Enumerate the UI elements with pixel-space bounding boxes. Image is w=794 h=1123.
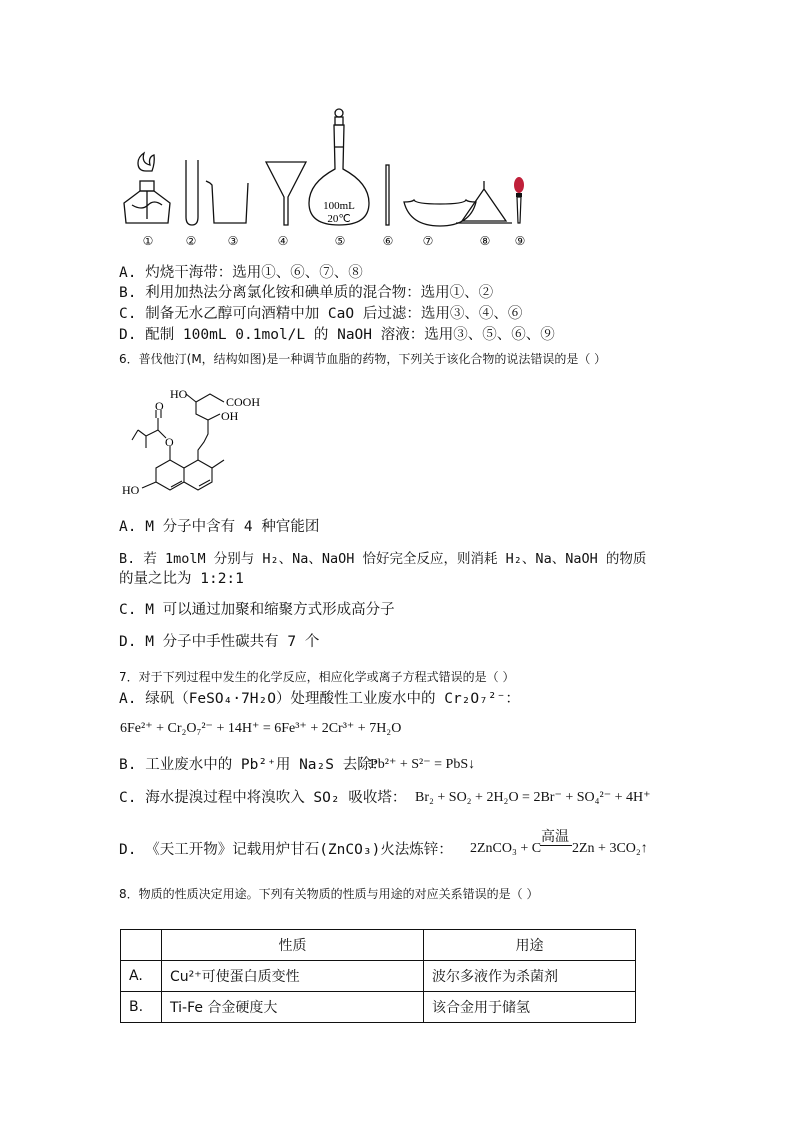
q7-option-d: D. 《天工开物》记载用炉甘石(ZnCO₃)火法炼锌： — [119, 842, 453, 858]
table-header-cell: 用途 — [424, 930, 636, 961]
table-cell: Cu²⁺可使蛋白质变性 — [162, 961, 424, 992]
oh-label: OH — [221, 409, 239, 423]
q5-option-d: D. 配制 100mL 0.1mol/L 的 NaOH 溶液：选用③、⑤、⑥、⑨ — [119, 327, 555, 343]
flask-text-temp: 20℃ — [327, 213, 351, 225]
flask-text-volume: 100mL — [323, 200, 355, 212]
apparatus-label-8: ⑧ — [479, 234, 491, 248]
q5-option-a: A. 灼烧干海带：选用①、⑥、⑦、⑧ — [119, 265, 363, 281]
funnel-icon — [266, 162, 306, 225]
apparatus-label-1: ① — [142, 234, 154, 248]
table-header-row — [121, 930, 636, 961]
table-header-cell: 性质 — [162, 930, 424, 961]
evaporating-dish-icon — [404, 200, 476, 226]
apparatus-label-5: ⑤ — [334, 234, 346, 248]
q7-stem: 7．对于下列过程中发生的化学反应，相应化学或离子方程式错误的是（ ） — [119, 670, 515, 684]
q6-stem: 6．普伐他汀(M，结构如图)是一种调节血脂的药物，下列关于该化合物的说法错误的是（ ） — [119, 352, 607, 366]
cooh-label: COOH — [226, 395, 261, 409]
q6-option-d: D. M 分子中手性碳共有 7 个 — [119, 634, 320, 650]
q6-option-b-line1: B. 若 1molM 分别与 H₂、Na、NaOH 恰好完全反应，则消耗 H₂、Na、NaOH 的物质 — [119, 551, 647, 567]
table-row — [121, 961, 636, 992]
q7-equation-a: 6Fe²⁺ + Cr₂O₇²⁻ + 14H⁺ = 6Fe³⁺ + 2Cr³⁺ + 7H₂O — [120, 721, 402, 736]
table-cell: Ti-Fe 合金硬度大 — [162, 992, 424, 1023]
q7-equation-d-right: 2Zn + 3CO₂↑ — [572, 841, 648, 856]
q6-option-c: C. M 可以通过加聚和缩聚方式形成高分子 — [119, 602, 395, 618]
table-cell: 该合金用于储氢 — [424, 992, 636, 1023]
q8-stem: 8．物质的性质决定用途。下列有关物质的性质与用途的对应关系错误的是（ ） — [119, 887, 539, 901]
apparatus-label-2: ② — [185, 234, 197, 248]
table-cell: A. — [121, 961, 162, 992]
alcohol-lamp-icon — [124, 153, 170, 223]
beaker-icon — [206, 181, 248, 223]
pravastatin-structure — [118, 380, 278, 505]
test-tube-icon — [186, 160, 198, 225]
apparatus-figure — [110, 105, 540, 235]
glass-rod-icon — [386, 165, 389, 225]
q7-equation-d-condition: 高温 — [541, 829, 569, 845]
reaction-arrow-line — [540, 845, 572, 846]
apparatus-label-7: ⑦ — [422, 234, 434, 248]
dropper-icon — [514, 177, 524, 223]
ho-top-label: HO — [170, 387, 188, 401]
q7-option-c: C. 海水提溴过程中将溴吹入 SO₂ 吸收塔： — [119, 790, 407, 806]
q6-option-a: A. M 分子中含有 4 种官能团 — [119, 519, 320, 535]
q7-option-b: B. 工业废水中的 Pb²⁺用 Na₂S 去除： — [119, 757, 387, 773]
q8-table — [120, 929, 636, 1023]
table-header-cell — [121, 930, 162, 961]
apparatus-label-9: ⑨ — [514, 234, 526, 248]
q6-option-b-line2: 的量之比为 1:2:1 — [119, 571, 244, 587]
apparatus-label-4: ④ — [277, 234, 289, 248]
q5-option-b: B. 利用加热法分离氯化铵和碘单质的混合物：选用①、② — [119, 285, 494, 301]
table-cell: 波尔多液作为杀菌剂 — [424, 961, 636, 992]
q7-equation-d-left: 2ZnCO₃ + C — [470, 841, 542, 856]
carbonyl-o-label: O — [155, 399, 164, 413]
q7-equation-b: Pb²⁺ + S²⁻ = PbS↓ — [370, 757, 476, 772]
table-row — [121, 992, 636, 1023]
apparatus-label-3: ③ — [227, 234, 239, 248]
apparatus-label-6: ⑥ — [382, 234, 394, 248]
table-cell: B. — [121, 992, 162, 1023]
ester-o-label: O — [165, 435, 174, 449]
q5-option-c: C. 制备无水乙醇可向酒精中加 CaO 后过滤：选用③、④、⑥ — [119, 306, 523, 322]
q7-option-a: A. 绿矾（FeSO₄·7H₂O）处理酸性工业废水中的 Cr₂O₇²⁻： — [119, 691, 520, 707]
q7-equation-c: Br₂ + SO₂ + 2H₂O = 2Br⁻ + SO₄²⁻ + 4H⁺ — [415, 790, 651, 805]
ho-bottom-label: HO — [122, 483, 140, 497]
